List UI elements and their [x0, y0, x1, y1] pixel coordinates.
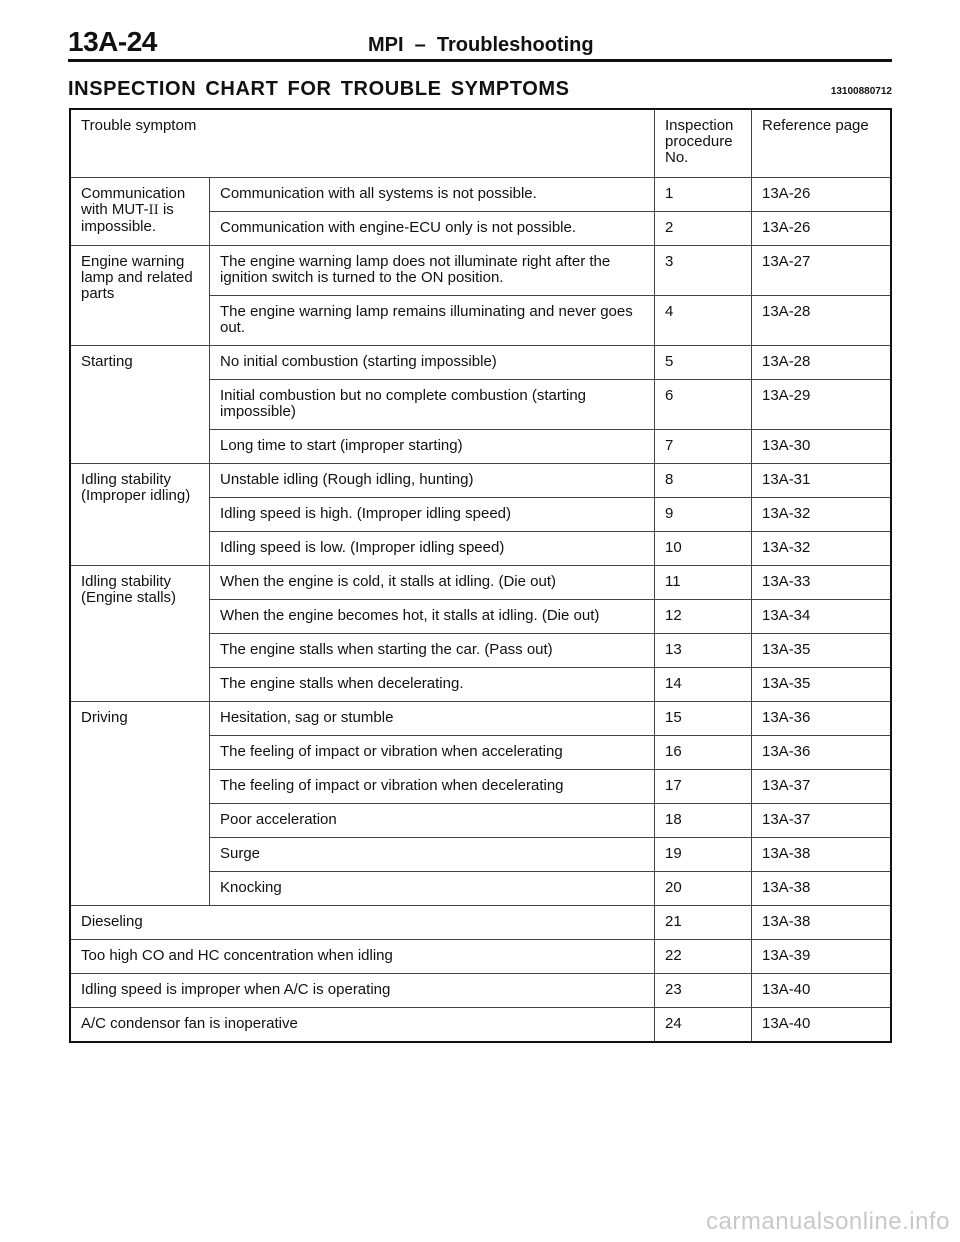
reference-page: 13A-29 [752, 380, 892, 430]
procedure-number: 11 [655, 566, 752, 600]
procedure-number: 7 [655, 430, 752, 464]
symptom-description: No initial combustion (starting impossible) [210, 346, 655, 380]
header-reference: Reference page [752, 109, 892, 178]
running-title: MPI – Troubleshooting [368, 34, 594, 56]
reference-page: 13A-34 [752, 600, 892, 634]
symptom-category: Idling stability (Improper idling) [70, 464, 210, 566]
inspection-chart-table [69, 108, 892, 1043]
header-symptom: Trouble symptom [70, 109, 655, 178]
symptom-description: The feeling of impact or vibration when decelerating [210, 770, 655, 804]
reference-page: 13A-40 [752, 1008, 892, 1043]
procedure-number: 17 [655, 770, 752, 804]
page-header [68, 22, 892, 62]
reference-page: 13A-26 [752, 212, 892, 246]
symptom-description: Hesitation, sag or stumble [210, 702, 655, 736]
symptom-description: The engine warning lamp does not illuminate right after the ignition switch is turned to the ON position. [210, 246, 655, 296]
mut-numeral: II [148, 203, 159, 218]
reference-page: 13A-33 [752, 566, 892, 600]
table-header-row [70, 109, 891, 178]
table-row [70, 974, 891, 1008]
procedure-number: 16 [655, 736, 752, 770]
reference-page: 13A-39 [752, 940, 892, 974]
reference-page: 13A-37 [752, 804, 892, 838]
section-code: 13100880712 [830, 86, 892, 97]
procedure-number: 22 [655, 940, 752, 974]
reference-page: 13A-35 [752, 634, 892, 668]
symptom-description: Poor acceleration [210, 804, 655, 838]
symptom-description: The engine warning lamp remains illuminating and never goes out. [210, 296, 655, 346]
symptom-category: Idling stability (Engine stalls) [70, 566, 210, 702]
symptom-description: Unstable idling (Rough idling, hunting) [210, 464, 655, 498]
table-row [70, 906, 891, 940]
symptom-description: Too high CO and HC concentration when idling [70, 940, 655, 974]
symptom-description: When the engine is cold, it stalls at idling. (Die out) [210, 566, 655, 600]
table-row [70, 1008, 891, 1043]
symptom-description: Communication with engine-ECU only is not possible. [210, 212, 655, 246]
symptom-description: Dieseling [70, 906, 655, 940]
symptom-category: Engine warning lamp and related parts [70, 246, 210, 346]
symptom-description: Knocking [210, 872, 655, 906]
symptom-description: When the engine becomes hot, it stalls at idling. (Die out) [210, 600, 655, 634]
reference-page: 13A-32 [752, 532, 892, 566]
table-row [70, 464, 891, 498]
table-row [70, 178, 891, 212]
symptom-category: Communication with MUT-II is impossible. [70, 178, 210, 246]
reference-page: 13A-38 [752, 872, 892, 906]
procedure-number: 10 [655, 532, 752, 566]
procedure-number: 19 [655, 838, 752, 872]
reference-page: 13A-37 [752, 770, 892, 804]
procedure-number: 15 [655, 702, 752, 736]
section-title: INSPECTION CHART FOR TROUBLE SYMPTOMS [68, 78, 570, 100]
reference-page: 13A-38 [752, 838, 892, 872]
reference-page: 13A-30 [752, 430, 892, 464]
symptom-description: Idling speed is improper when A/C is operating [70, 974, 655, 1008]
reference-page: 13A-38 [752, 906, 892, 940]
procedure-number: 3 [655, 246, 752, 296]
reference-page: 13A-32 [752, 498, 892, 532]
symptom-description: A/C condensor fan is inoperative [70, 1008, 655, 1043]
symptom-description: Surge [210, 838, 655, 872]
symptom-description: Long time to start (improper starting) [210, 430, 655, 464]
table-row [70, 940, 891, 974]
symptom-description: Communication with all systems is not possible. [210, 178, 655, 212]
reference-page: 13A-28 [752, 296, 892, 346]
table-row [70, 566, 891, 600]
procedure-number: 6 [655, 380, 752, 430]
procedure-number: 24 [655, 1008, 752, 1043]
reference-page: 13A-35 [752, 668, 892, 702]
reference-page: 13A-31 [752, 464, 892, 498]
procedure-number: 21 [655, 906, 752, 940]
procedure-number: 2 [655, 212, 752, 246]
procedure-number: 5 [655, 346, 752, 380]
procedure-number: 14 [655, 668, 752, 702]
reference-page: 13A-26 [752, 178, 892, 212]
symptom-description: The engine stalls when decelerating. [210, 668, 655, 702]
symptom-category: Driving [70, 702, 210, 906]
procedure-number: 20 [655, 872, 752, 906]
procedure-number: 9 [655, 498, 752, 532]
procedure-number: 4 [655, 296, 752, 346]
reference-page: 13A-28 [752, 346, 892, 380]
reference-page: 13A-27 [752, 246, 892, 296]
symptom-description: The engine stalls when starting the car. (Pass out) [210, 634, 655, 668]
procedure-number: 18 [655, 804, 752, 838]
page-number: 13A-24 [68, 26, 157, 57]
reference-page: 13A-36 [752, 702, 892, 736]
procedure-number: 12 [655, 600, 752, 634]
symptom-description: Initial combustion but no complete combustion (starting impossible) [210, 380, 655, 430]
procedure-number: 8 [655, 464, 752, 498]
table-row [70, 346, 891, 380]
watermark: carmanualsonline.info [706, 1208, 950, 1235]
reference-page: 13A-36 [752, 736, 892, 770]
symptom-description: The feeling of impact or vibration when accelerating [210, 736, 655, 770]
procedure-number: 13 [655, 634, 752, 668]
header-rule [68, 59, 892, 62]
symptom-description: Idling speed is high. (Improper idling speed) [210, 498, 655, 532]
symptom-description: Idling speed is low. (Improper idling speed) [210, 532, 655, 566]
procedure-number: 23 [655, 974, 752, 1008]
table-row [70, 246, 891, 296]
header-procedure: Inspection procedure No. [655, 109, 752, 178]
reference-page: 13A-40 [752, 974, 892, 1008]
table-row [70, 702, 891, 736]
symptom-category: Starting [70, 346, 210, 464]
procedure-number: 1 [655, 178, 752, 212]
